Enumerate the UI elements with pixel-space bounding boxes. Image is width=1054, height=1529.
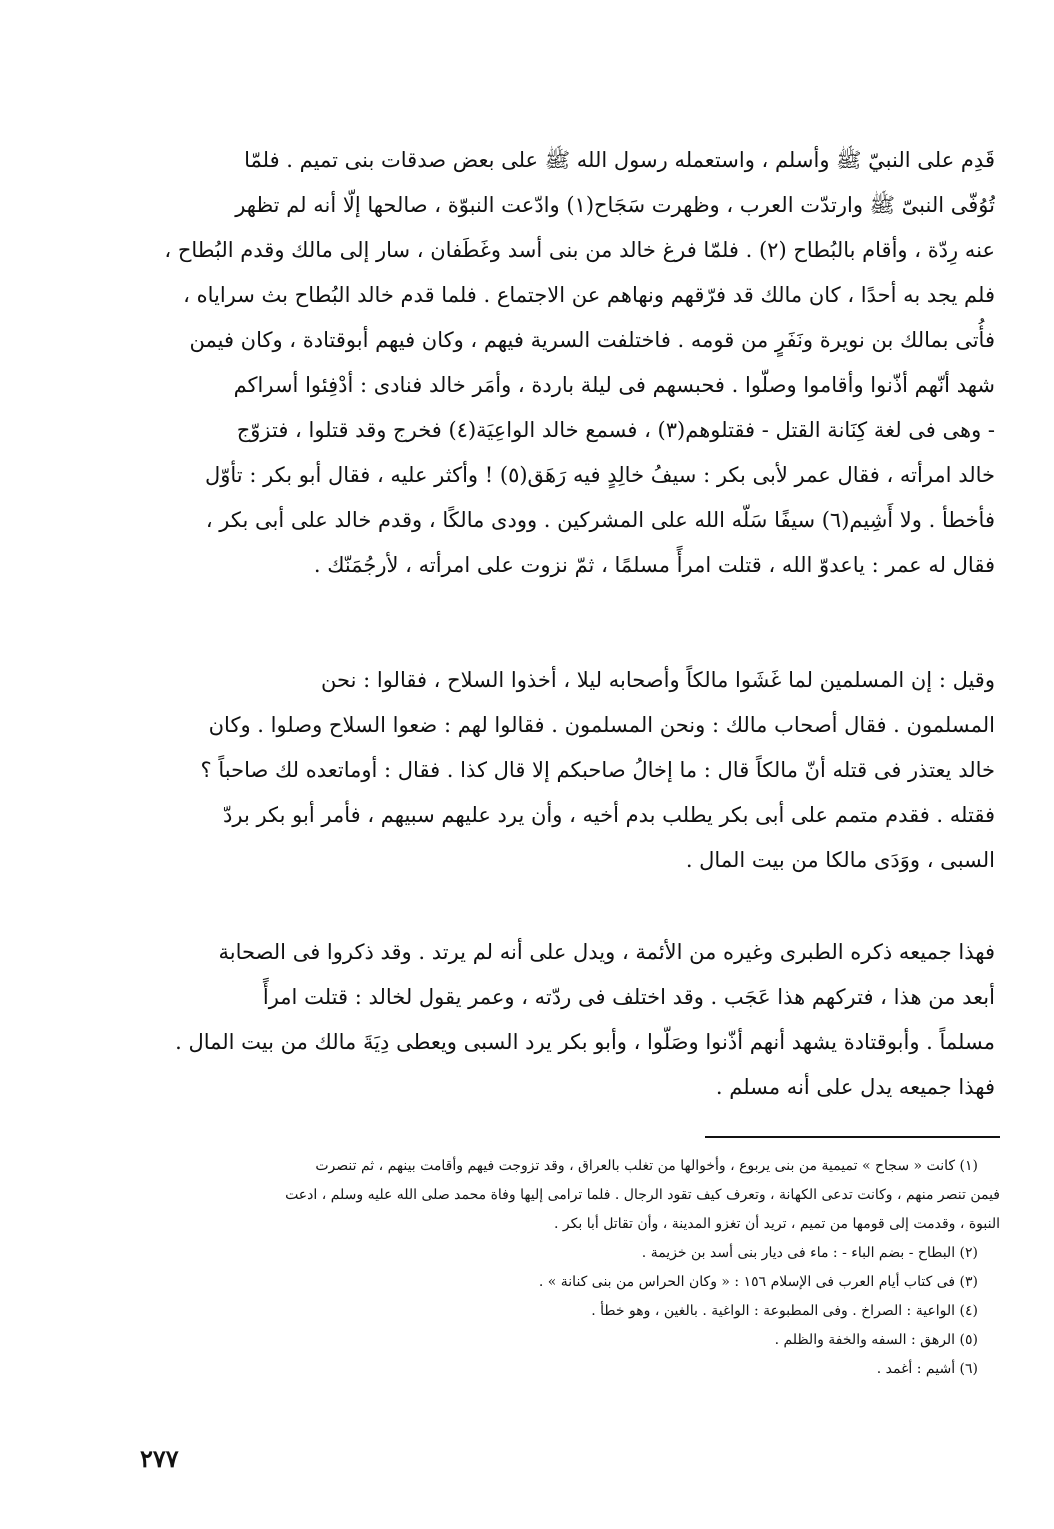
text-line: السبى ، ووَدَى مالكا من بيت المال . bbox=[685, 848, 995, 872]
footnote-1-line: فيمن تنصر منهم ، وكانت تدعى الكهانة ، وتعرف كيف تقود الرجال . فلما ترامى إليها وفاة محمد صلى الله عليه وسلم ، ادعت bbox=[285, 1187, 1000, 1203]
paragraph-2 bbox=[115, 658, 995, 883]
footnote-3: (٣) فى كتاب أيام العرب فى الإسلام ١٥٦ : « وكان الحراس من بنى كنانة » . bbox=[538, 1274, 978, 1290]
text-line: فهذا جميعه يدل على أنه مسلم . bbox=[715, 1075, 995, 1099]
text-line: مسلماً . وأبوقتادة يشهد أنهم أذّنوا وصَلّوا ، وأبو بكر يرد السبى ويعطى دِيَةَ مالك من بيت المال . bbox=[175, 1030, 995, 1054]
text-line: عنه رِدّة ، وأقام بالبُطاح (٢) . فلمّا فرغ خالد من بنى أسد وغَطَفان ، سار إلى مالك وقدم البُطاح ، bbox=[164, 238, 995, 262]
footnote-1-line: (١) كانت « سجاح » تميمية من بنى يربوع ، وأخوالها من تغلب بالعراق ، وقد تزوجت فيهم وأقامت بينهم ، ثم تنصرت bbox=[315, 1158, 978, 1174]
text-line: قَدِم على النبيّ ﷺ وأسلم ، واستعمله رسول الله ﷺ على بعض صدقات بنى تميم . فلمّا bbox=[244, 148, 995, 172]
footnote-5: (٥) الرهق : السفه والخفة والظلم . bbox=[774, 1332, 978, 1348]
footnote-1-line: النبوة ، وقدمت إلى قومها من تميم ، تريد أن تغزو المدينة ، وأن تقاتل أبا بكر . bbox=[553, 1216, 1000, 1232]
text-line: فهذا جميعه ذكره الطبرى وغيره من الأئمة ، ويدل على أنه لم يرتد . وقد ذكروا فى الصحابة bbox=[218, 940, 995, 964]
footnotes bbox=[120, 1152, 1000, 1384]
text-line: المسلمون . فقال أصحاب مالك : ونحن المسلمون . فقالوا لهم : ضعوا السلاح وصلوا . وكان bbox=[208, 713, 995, 737]
text-line: تُوُفّى النبىّ ﷺ وارتدّت العرب ، وظهرت سَجَاح(١) وادّعت النبوّة ، صالحها إلّا أنه لم تظهر bbox=[235, 193, 995, 217]
footnote-separator bbox=[705, 1136, 1000, 1138]
text-line: فقتله . فقدم متمم على أبى بكر يطلب بدم أخيه ، وأن يرد عليهم سبيهم ، فأمر أبو بكر بردّ bbox=[223, 803, 995, 827]
text-line: أبعد من هذا ، فتركهم هذا عَجَب . وقد اختلف فى ردّته ، وعمر يقول لخالد : قتلت امرأً bbox=[262, 985, 995, 1009]
text-line: فأخطأ . ولا أَشِيم(٦) سيفًا سَلّه الله على المشركين . وودى مالكًا ، وقدم خالد على أبى بكر ، bbox=[205, 508, 995, 532]
text-line: وقيل : إن المسلمين لما غَشَوا مالكاً وأصحابه ليلا ، أخذوا السلاح ، فقالوا : نحن bbox=[321, 668, 995, 692]
text-line: فقال له عمر : ياعدوّ الله ، قتلت امرأً مسلمًا ، ثمّ نزوت على امرأته ، لأرجُمَنّك . bbox=[313, 553, 995, 577]
text-line: خالد امرأته ، فقال عمر لأبى بكر : سيفُ خالِدٍ فيه رَهَق(٥) ! وأكثر عليه ، فقال أبو بكر : تأوّل bbox=[205, 463, 995, 487]
text-line: فأُتى بمالك بن نويرة ونَفَرٍ من قومه . فاختلفت السرية فيهم ، وكان فيهم أبوقتادة ، وكان فيمن bbox=[189, 328, 995, 352]
paragraph-3 bbox=[115, 930, 995, 1110]
text-line: فلم يجد به أحدًا ، كان مالك قد فرّقهم ونهاهم عن الاجتماع . فلما قدم خالد البُطاح بث سراياه ، bbox=[183, 283, 995, 307]
footnote-6: (٦) أشيم : أغمد . bbox=[876, 1361, 978, 1377]
text-line: خالد يعتذر فى قتله أنّ مالكاً قال : ما إخالُ صاحبكم إلا قال كذا . فقال : أوماتعده لك صاحباً ؟ bbox=[200, 758, 995, 782]
footnote-2: (٢) البطاح - بضم الباء - : ماء فى ديار بنى أسد بن خزيمة . bbox=[641, 1245, 978, 1261]
text-line: شهد أنّهم أذّنوا وأقاموا وصلّوا . فحبسهم فى ليلة باردة ، وأمَر خالد فنادى : أدْفِئوا أسراكم bbox=[233, 373, 995, 397]
footnote-4: (٤) الواعية : الصراخ . وفى المطبوعة : الواغية . بالغين ، وهو خطأ . bbox=[591, 1303, 978, 1319]
text-line: - وهى فى لغة كِنَانة القتل - فقتلوهم(٣) ، فسمع خالد الواعِيَة(٤) فخرج وقد قتلوا ، فتزوّج bbox=[236, 418, 995, 442]
page-number: ٢٧٧ bbox=[140, 1444, 179, 1473]
paragraph-1 bbox=[115, 138, 995, 588]
